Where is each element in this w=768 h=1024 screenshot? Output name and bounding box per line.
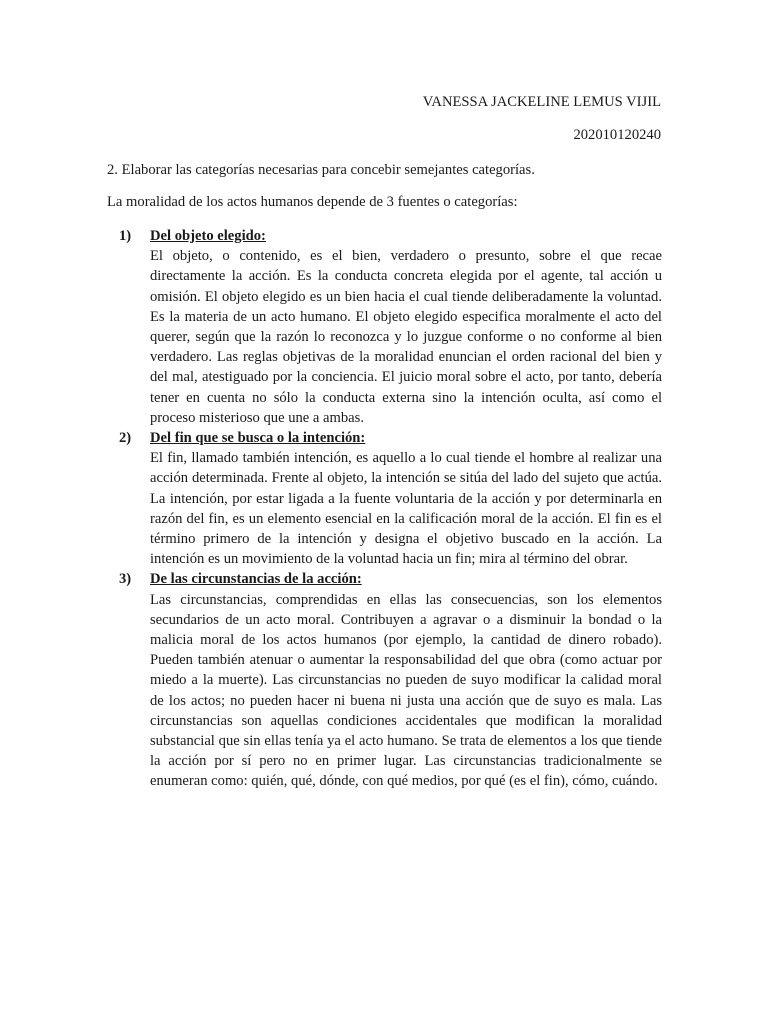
categories-list <box>107 226 662 792</box>
category-title: Del fin que se busca o la intención: <box>150 430 366 447</box>
author-name: VANESSA JACKELINE LEMUS VIJIL <box>422 94 661 110</box>
intro-paragraph: La moralidad de los actos humanos depende de 3 fuentes o categorías: <box>107 194 518 210</box>
category-circumstances <box>107 569 662 791</box>
category-body: Las circunstancias, comprendidas en ellas las consecuencias, son los elementos secundarios de un acto moral. Contribuyen a agravar o a disminuir la bondad o la malicia moral de los actos humanos (por ejemplo, la cantidad de dinero robado). Pueden también atenuar o aumentar la responsabilidad del que obra (como actuar por miedo a la muerte). Las circunstancias no pueden de suyo modificar la calidad moral de los actos; no pueden hacer ni buena ni justa una acción que de suyo es mala. Las circunstancias son aquellas condiciones accidentales que modifican la moralidad substancial que sin ellas tenía ya el acto humano. Se trata de elementos a los que tiende la acción por sí pero no en primer lugar. Las circunstancias tradicionalmente se enumeran como: quién, qué, dónde, con qué medios, por qué (es el fin), cómo, cuándo. <box>150 591 662 790</box>
category-title: Del objeto elegido: <box>150 228 266 244</box>
task-statement: 2. Elaborar las categorías necesarias para concebir semejantes categorías. <box>107 162 535 178</box>
category-number: 3) <box>119 571 132 588</box>
category-object <box>107 226 662 428</box>
student-id: 202010120240 <box>573 127 661 143</box>
category-number: 1) <box>119 228 132 244</box>
category-title: De las circunstancias de la acción: <box>150 571 362 588</box>
category-body: El fin, llamado también intención, es aquello a lo cual tiende el hombre al realizar una acción determinada. Frente al objeto, la intención se sitúa del lado del sujeto que actúa. La intención, por estar ligada a la fuente voluntaria de la acción y por determinarla en razón del fin, es un elemento esencial en la calificación moral de la acción. El fin es el término primero de la intención y designa el objetivo buscado en la acción. La intención es un movimiento de la voluntad hacia un fin; mira al término del obrar. <box>150 450 662 568</box>
category-body: El objeto, o contenido, es el bien, verdadero o presunto, sobre el que recae directamente la acción. Es la conducta concreta elegida por el agente, tal acción u omisión. El objeto elegido es un bien hacia el cual tiende deliberadamente la voluntad. Es la materia de un acto humano. El objeto elegido especifica moralmente el acto del querer, según que la razón lo reconozca y lo juzgue conforme o no conforme al bien verdadero. Las reglas objetivas de la moralidad enuncian el orden racional del bien y del mal, atestiguado por la conciencia. El juicio moral sobre el acto, por tanto, debería tener en cuenta no sólo la conducta externa sino la intención oculta, así como el proceso misterioso que une a ambas. <box>150 248 662 426</box>
category-intention <box>107 428 662 569</box>
category-number: 2) <box>119 430 132 447</box>
